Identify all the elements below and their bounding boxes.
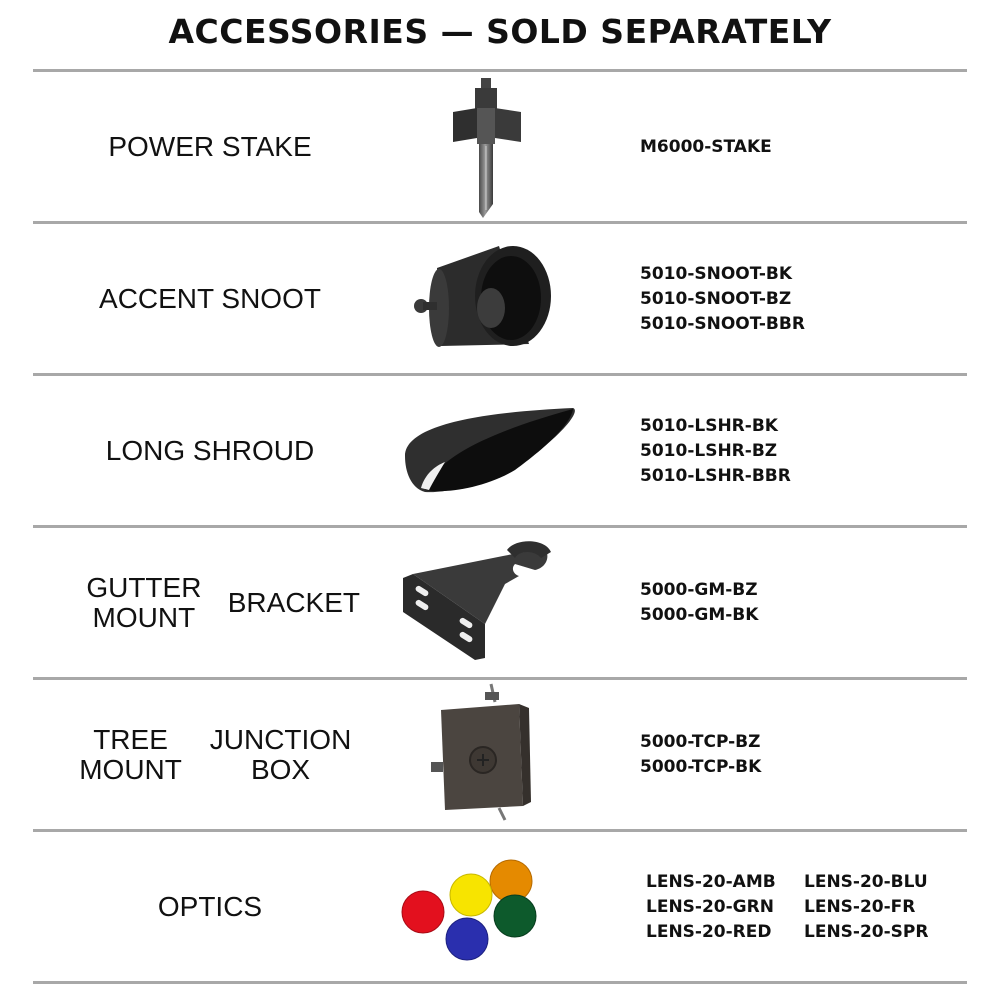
lens-red — [402, 891, 444, 933]
accessory-name-line: TREE MOUNT — [79, 724, 182, 785]
lens-yellow — [450, 874, 492, 916]
accessory-row-accent-snoot — [0, 224, 1000, 374]
accessory-name — [60, 376, 360, 526]
accessory-name-line: POWER STAKE — [108, 131, 312, 162]
accessory-row-power-stake — [0, 72, 1000, 222]
part-number: 5000-GM-BK — [640, 605, 759, 625]
accessory-name-line: GUTTER MOUNT — [86, 572, 202, 633]
part-number: LENS-20-GRN — [646, 896, 774, 917]
part-number-list — [640, 680, 970, 830]
accessory-name — [60, 680, 360, 830]
part-number: LENS-20-AMB — [646, 871, 776, 892]
lens-green — [494, 895, 536, 937]
accessory-row-tree-mount-junction-box — [0, 680, 1000, 830]
color-lenses-icon — [395, 832, 585, 982]
part-number: LENS-20-BLU — [804, 871, 928, 892]
accessory-name-line: OPTICS — [157, 891, 263, 922]
accessory-name-line: JUNCTION BOX — [209, 724, 352, 785]
divider — [33, 981, 967, 984]
accessory-name-line: ACCENT SNOOT — [99, 283, 321, 314]
part-number: 5010-SNOOT-BZ — [640, 288, 792, 309]
junction-box-icon — [395, 680, 585, 830]
accessory-name — [60, 528, 360, 678]
part-number: LENS-20-SPR — [804, 921, 929, 942]
accessory-name — [60, 224, 360, 374]
accessory-name — [60, 832, 360, 982]
part-number: 5010-SNOOT-BBR — [640, 313, 805, 334]
part-number: 5000-TCP-BK — [640, 757, 762, 777]
page-title: ACCESSORIES — SOLD SEPARATELY — [168, 12, 832, 51]
part-number: M6000-STAKE — [640, 136, 772, 157]
part-number-list — [640, 832, 970, 982]
part-number-list — [640, 224, 970, 374]
part-number: 5010-SNOOT-BK — [640, 263, 793, 284]
accent-snoot-icon — [395, 224, 585, 374]
accessory-row-gutter-mount-bracket — [0, 528, 1000, 678]
part-number: LENS-20-RED — [646, 921, 772, 942]
lens-blue — [446, 918, 488, 960]
part-number-list — [640, 72, 970, 222]
part-number-list — [640, 528, 970, 678]
power-stake-icon — [395, 72, 585, 222]
part-number: 5010-LSHR-BK — [640, 415, 778, 436]
part-number: 5010-LSHR-BBR — [640, 465, 791, 486]
part-number: 5000-TCP-BZ — [640, 732, 761, 752]
long-shroud-icon — [395, 376, 585, 526]
accessory-name-line: BRACKET — [227, 587, 360, 618]
gutter-mount-bracket-icon — [395, 528, 585, 678]
part-number-list — [640, 376, 970, 526]
part-number: 5010-LSHR-BZ — [640, 440, 778, 461]
accessory-row-optics — [0, 832, 1000, 982]
part-number: LENS-20-FR — [804, 896, 916, 917]
accessory-name — [60, 72, 360, 222]
accessory-name-line: LONG SHROUD — [105, 435, 315, 466]
accessory-row-long-shroud — [0, 376, 1000, 526]
part-number: 5000-GM-BZ — [640, 580, 758, 600]
